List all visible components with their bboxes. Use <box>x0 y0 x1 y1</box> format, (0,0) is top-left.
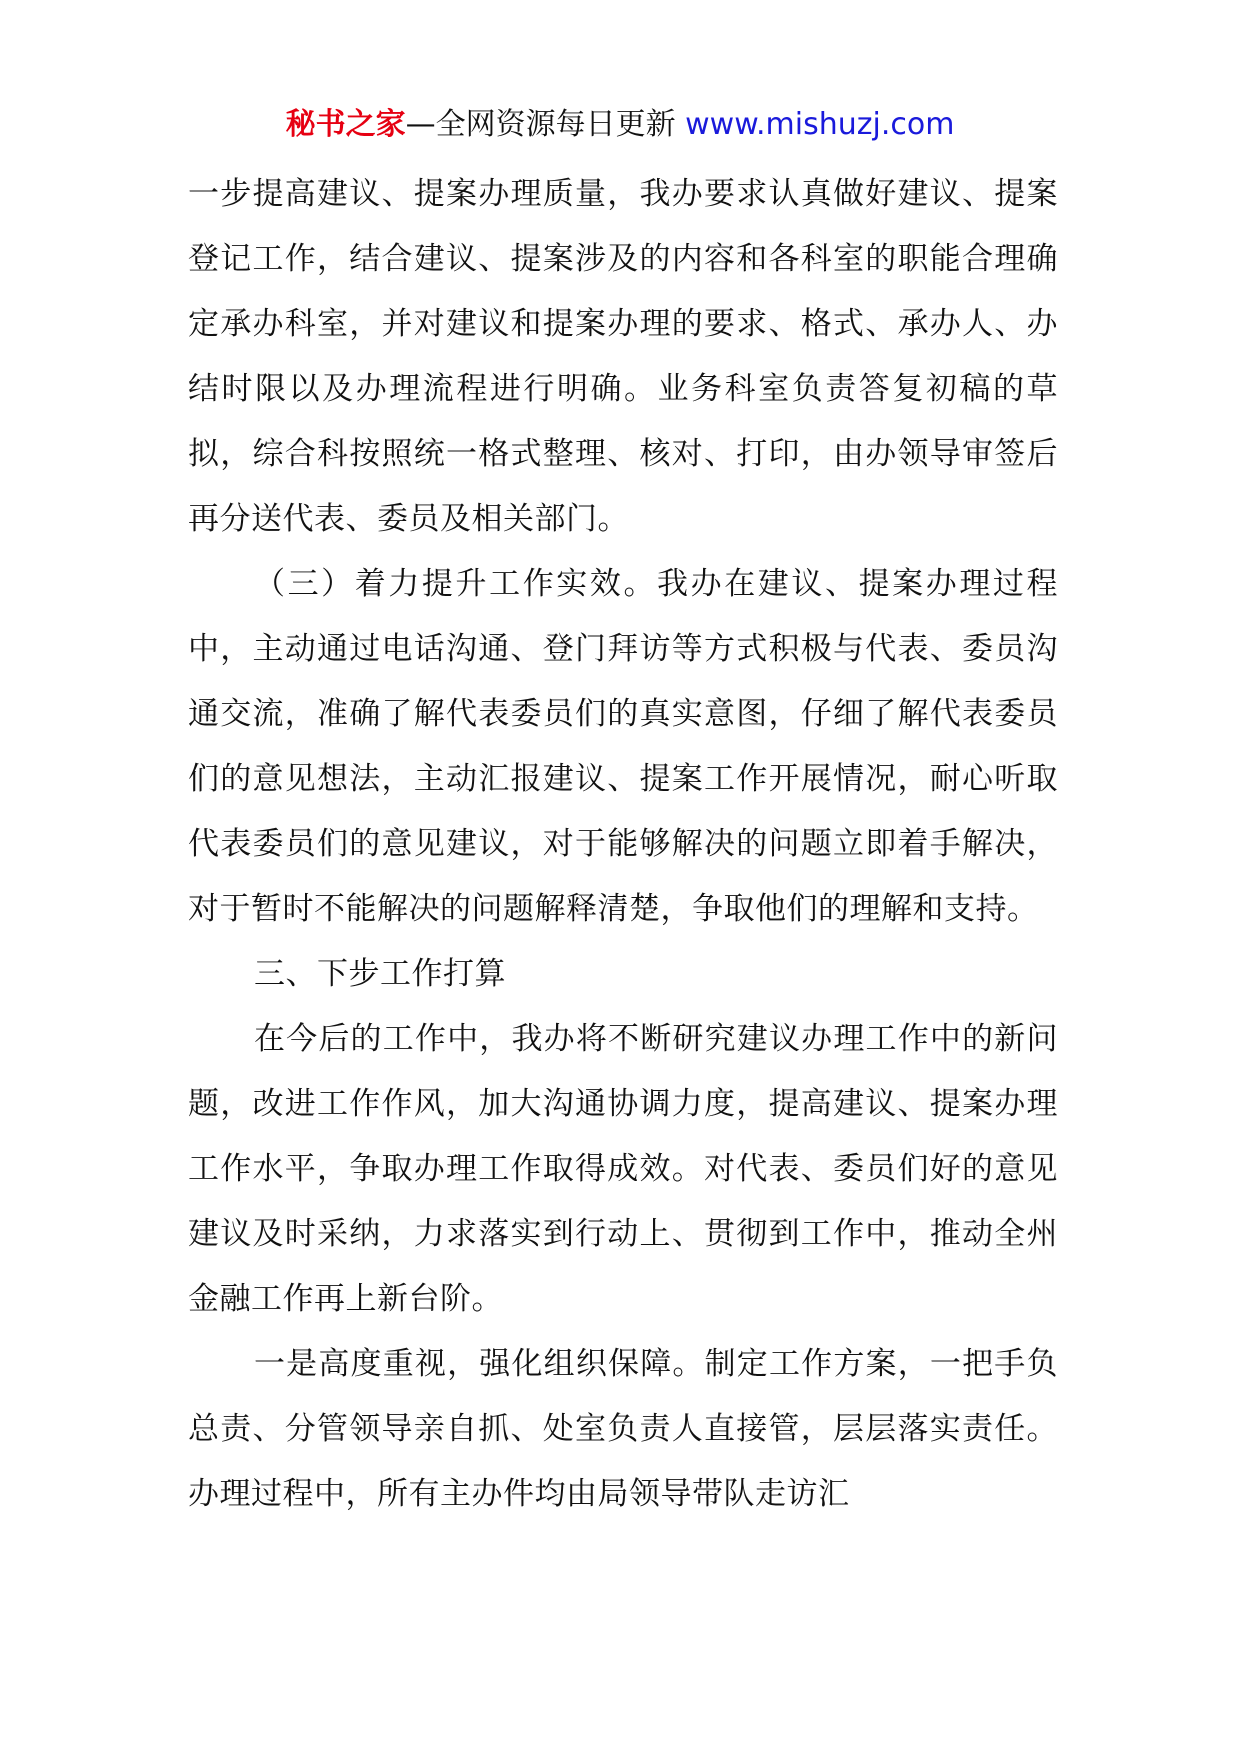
paragraph-organization: 一是高度重视，强化组织保障。制定工作方案，一把手负总责、分管领导亲自抓、处室负责人直接管，层层落实责任。办理过程中，所有主办件均由局领导带队走访汇 <box>188 1346 1058 1512</box>
paragraph-work-effectiveness: （三）着力提升工作实效。我办在建议、提案办理过程中，主动通过电话沟通、登门拜访等方式积极与代表、委员沟通交流，准确了解代表委员们的真实意图，仔细了解代表委员们的意见想法，主动汇报建议、提案工作开展情况，耐心听取代表委员们的意见建议，对于能够解决的问题立即着手解决，对于暂时不能解决的问题解释清楚，争取他们的理解和支持。 <box>188 566 1058 927</box>
paragraph-future-work: 在今后的工作中，我办将不断研究建议办理工作中的新问题，改进工作作风，加大沟通协调力度，提高建议、提案办理工作水平，争取办理工作取得成效。对代表、委员们好的意见建议及时采纳，力求落实到行动上、贯彻到工作中，推动全州金融工作再上新台阶。 <box>188 1021 1058 1317</box>
site-url-link[interactable]: www.mishuzj.com <box>685 107 955 142</box>
page-header <box>0 98 1240 152</box>
document-body <box>188 162 1058 1527</box>
section-heading-next-steps: 三、下步工作打算 <box>254 956 506 992</box>
paragraph-continued: 一步提高建议、提案办理质量，我办要求认真做好建议、提案登记工作，结合建议、提案涉及的内容和各科室的职能合理确定承办科室，并对建议和提案办理的要求、格式、承办人、办结时限以及办理流程进行明确。业务科室负责答复初稿的草拟，综合科按照统一格式整理、核对、打印，由办领导审签后再分送代表、委员及相关部门。 <box>188 176 1058 537</box>
header-slogan: —全网资源每日更新 <box>405 107 686 142</box>
brand-name: 秘书之家 <box>285 107 406 142</box>
